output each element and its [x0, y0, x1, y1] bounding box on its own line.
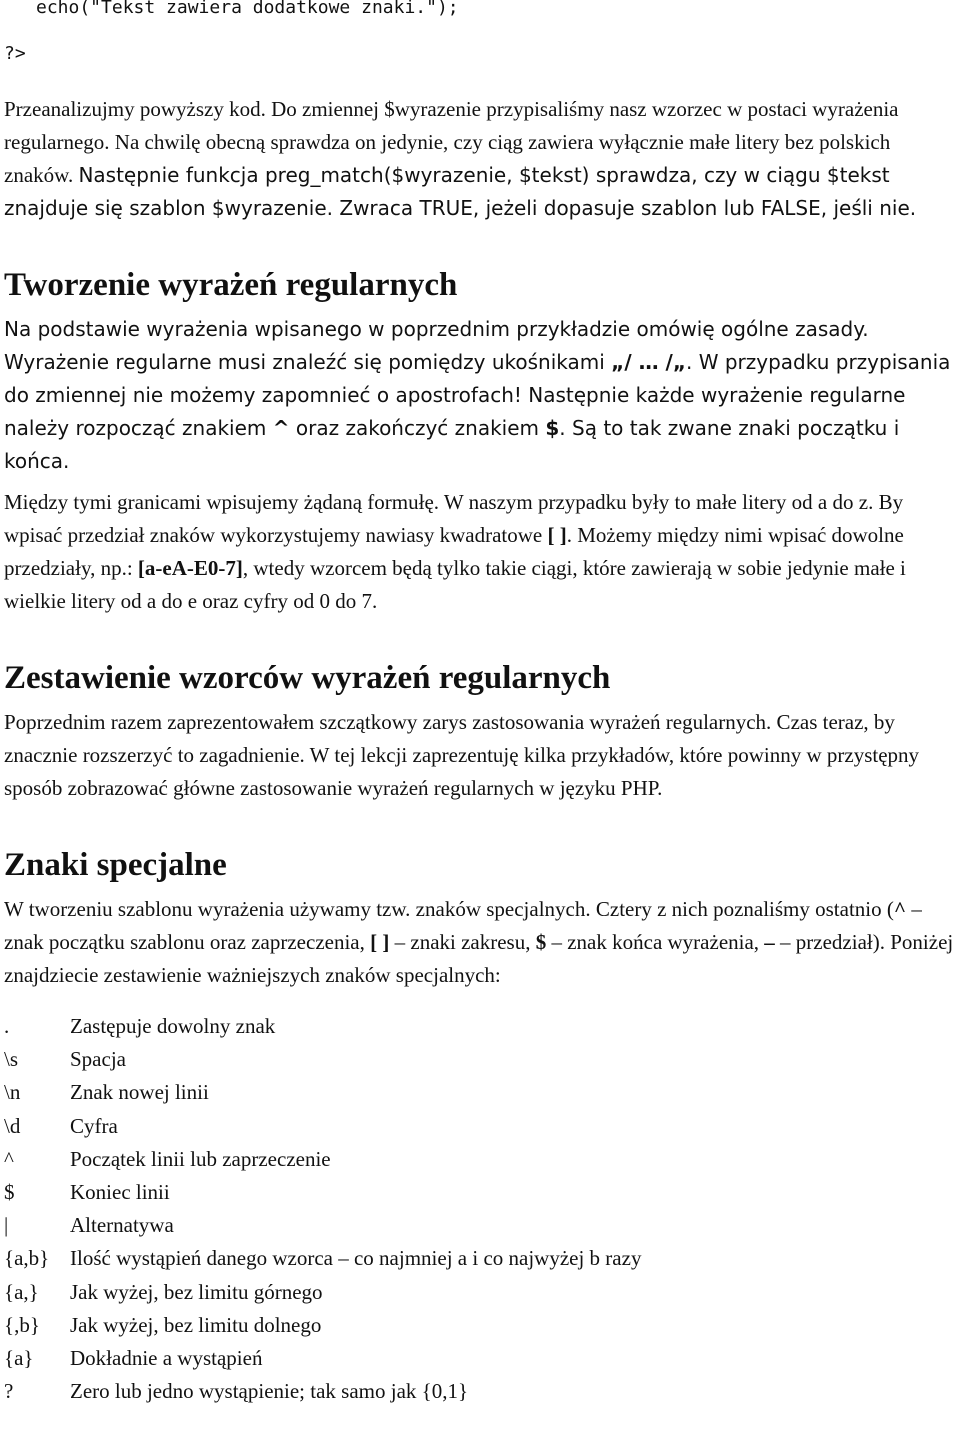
range-example-bold: [a-eA-E0-7] [137, 556, 243, 580]
caret-bold: ^ [272, 416, 290, 440]
special-char-symbol: ? [4, 1379, 14, 1404]
special-char-symbol: $ [4, 1180, 15, 1205]
special-char-description: Spacja [70, 1047, 126, 1072]
special-char-symbol: . [4, 1014, 10, 1039]
table-row [2, 1309, 641, 1342]
special-char-symbol: {a,} [4, 1279, 39, 1304]
dollar-bold: $ [545, 416, 560, 440]
section1-p2-text-b: . Możemy między nimi wpisać dowolne przedziały, np.: [4, 523, 904, 580]
special-char-description: Jak wyżej, bez limitu górnego [70, 1279, 323, 1304]
table-row [2, 1276, 641, 1309]
special-char-symbol: {a} [4, 1345, 34, 1370]
special-chars-table [2, 1010, 641, 1408]
heading-zestawienie: Zestawienie wzorców wyrażeń regularnych [4, 660, 611, 696]
section3-text-d: – znak końca wyrażenia, [546, 930, 765, 954]
code-snippet [0, 0, 960, 64]
section1-p1-text-d: . Są to tak zwane znaki początku i końca. [4, 416, 900, 473]
table-row [2, 1076, 641, 1109]
intro-paragraph [4, 93, 956, 225]
heading-znaki-specjalne: Znaki specjalne [4, 847, 227, 883]
caret-bold-2: ^ [893, 897, 907, 921]
special-char-description: Zastępuje dowolny znak [70, 1014, 276, 1039]
special-char-description: Jak wyżej, bez limitu dolnego [70, 1312, 322, 1337]
section1-paragraph1 [4, 313, 956, 478]
section1-p2-text-c: , wtedy wzorcem będą tylko takie ciągi, które zawierają w sobie jedynie małe i wielkie litery od a do e oraz cyfry od 0 do 7. [4, 556, 906, 613]
section1-p2-text-a: Między tymi granicami wpisujemy żądaną formułę. W naszym przypadku były to małe litery od a do z. By wpisać przedział znaków wykorzystujemy nawiasy kwadratowe [4, 490, 904, 547]
special-char-symbol: {,b} [4, 1312, 40, 1337]
intro-text-serif: Przeanalizujmy powyższy kod. Do zmiennej $wyrazenie przypisaliśmy nasz wzorzec w postaci wyrażenia regularnego. Na chwilę obecną sprawdza on jedynie, czy ciąg zawiera wyłącznie małe litery bez polskich znaków. [4, 97, 899, 187]
intro-text-sans: Następnie funkcja preg_match($wyrazenie, $tekst) sprawdza, czy w ciągu $tekst znajduje się szablon $wyrazenie. Zwraca TRUE, jeżeli dopasuje szablon lub FALSE, jeśli nie. [4, 163, 917, 220]
special-char-description: Znak nowej linii [70, 1080, 209, 1105]
dollar-bold-2: $ [535, 930, 547, 954]
brackets-bold: [ ] [547, 523, 567, 547]
section2-paragraph: Poprzednim razem zaprezentowałem szczątkowy zarys zastosowania wyrażeń regularnych. Czas teraz, by znacznie rozszerzyć to zagadnienie. W tej lekcji zaprezentuję kilka przykładów, które powinny w przystępny sposób zobrazować główne zastosowanie wyrażeń regularnych w języku PHP. [4, 710, 920, 800]
special-char-symbol: {a,b} [4, 1246, 50, 1271]
special-char-description: Dokładnie a wystąpień [70, 1345, 263, 1370]
section3-paragraph [4, 893, 956, 992]
table-row [2, 1043, 641, 1076]
dash-bold: – [764, 930, 775, 954]
table-row [2, 1342, 641, 1375]
table-row [2, 1176, 641, 1209]
special-char-symbol: | [4, 1213, 9, 1238]
table-row [2, 1110, 641, 1143]
special-char-description: Cyfra [70, 1113, 118, 1138]
section3-text-e: – przedział). Poniżej znajdziecie zestawienie ważniejszych znaków specjalnych: [4, 930, 954, 987]
table-row [2, 1209, 641, 1242]
section3-text-a: W tworzeniu szablonu wyrażenia używamy tzw. znaków specjalnych. Cztery z nich poznaliśmy ostatnio ( [4, 897, 894, 921]
section1-p1-text-b: . W przypadku przypisania do zmiennej nie możemy zapomnieć o apostrofach! Następnie każde wyrażenie regularne należy rozpocząć znakiem [4, 350, 951, 440]
special-char-symbol: \d [4, 1113, 21, 1138]
code-line-php-close: ?> [4, 43, 26, 64]
special-char-description: Początek linii lub zaprzeczenie [70, 1146, 331, 1171]
section1-paragraph2 [4, 486, 956, 618]
section1-p1-text-a: Na podstawie wyrażenia wpisanego w poprzednim przykładzie omówię ogólne zasady. Wyrażenie regularne musi znaleźć się pomiędzy ukośnikami [4, 317, 869, 374]
code-line-echo: echo("Tekst zawiera dodatkowe znaki."); [36, 0, 459, 18]
special-char-symbol: \s [4, 1047, 19, 1072]
special-char-symbol: \n [4, 1080, 21, 1105]
brackets-bold-2: [ ] [370, 930, 390, 954]
special-char-description: Ilość wystąpień danego wzorca – co najmniej a i co najwyżej b razy [70, 1246, 642, 1271]
special-char-description: Koniec linii [70, 1180, 170, 1205]
table-row [2, 1143, 641, 1176]
special-char-symbol: ^ [4, 1146, 14, 1171]
section3-text-c: – znaki zakresu, [389, 930, 536, 954]
heading-tworzenie: Tworzenie wyrażeń regularnych [4, 267, 458, 303]
table-row [2, 1375, 641, 1408]
section1-p1-text-c: oraz zakończyć znakiem [289, 416, 546, 440]
special-char-description: Alternatywa [70, 1213, 174, 1238]
table-row [2, 1010, 641, 1043]
slashes-bold: „/ … /„ [611, 350, 686, 374]
special-char-description: Zero lub jedno wystąpienie; tak samo jak {0,1} [70, 1379, 469, 1404]
article-content [4, 93, 956, 1408]
table-row [2, 1242, 641, 1275]
section3-text-b: – znak początku szablonu oraz zaprzeczenia, [4, 897, 922, 954]
